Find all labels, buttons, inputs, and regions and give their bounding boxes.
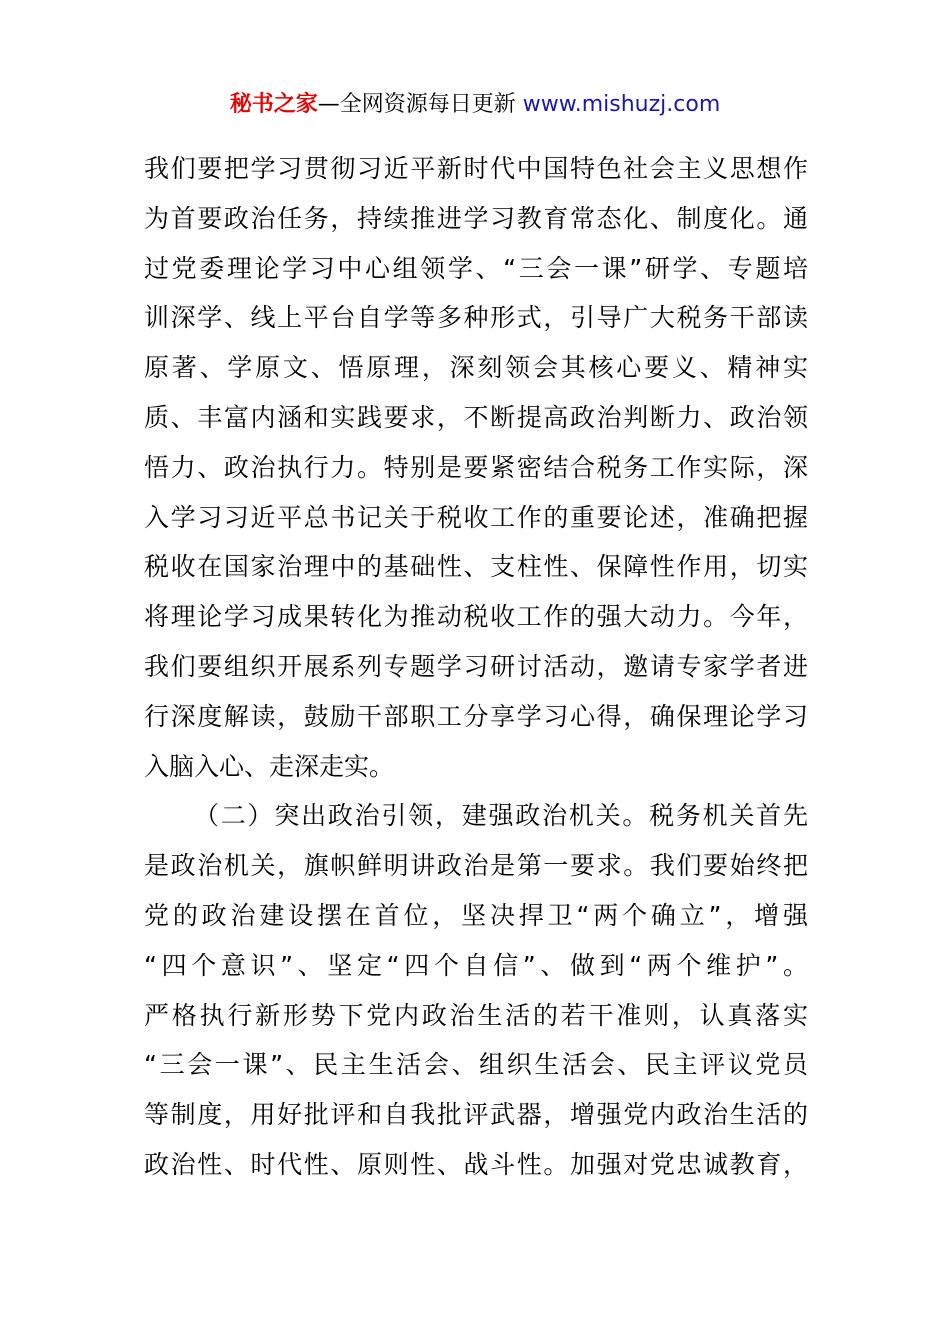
text-line: 严格执行新形势下党内政治生活的若干准则，认真落实: [144, 1000, 808, 1030]
site-header: [0, 88, 950, 122]
text-line: 税收在国家治理中的基础性、支柱性、保障性作用，切实: [144, 552, 808, 582]
text-line: 悟力、政治执行力。特别是要紧密结合税务工作实际，深: [144, 452, 808, 482]
text-line: 我们要把学习贯彻习近平新时代中国特色社会主义思想作: [144, 154, 808, 183]
text-line: “四个意识”、坚定“四个自信”、做到“两个维护”。: [144, 950, 808, 980]
site-tagline: —全网资源每日更新: [317, 92, 516, 117]
text-line: 训深学、线上平台自学等多种形式，引导广大税务干部读: [144, 303, 808, 333]
text-line: 过党委理论学习中心组领学、“三会一课”研学、专题培: [144, 253, 808, 283]
text-line: 党的政治建设摆在首位，坚决捍卫“两个确立”，增强: [144, 900, 808, 930]
text-line: 等制度，用好批评和自我批评武器，增强党内政治生活的: [144, 1100, 808, 1130]
text-line: 质、丰富内涵和实践要求，不断提高政治判断力、政治领: [144, 402, 808, 432]
text-line: 入脑入心、走深走实。: [144, 751, 395, 781]
text-line: 将理论学习成果转化为推动税收工作的强大动力。今年，: [144, 602, 808, 632]
site-brand: 秘书之家: [229, 92, 318, 117]
text-line: 原著、学原文、悟原理，深刻领会其核心要义、精神实: [144, 353, 808, 383]
text-line: 政治性、时代性、原则性、战斗性。加强对党忠诚教育，: [144, 1149, 808, 1179]
text-line: 我们要组织开展系列专题学习研讨活动，邀请专家学者进: [144, 651, 808, 681]
site-url-link[interactable]: www.mishuzj.com: [522, 92, 721, 117]
section-heading-line: （二）突出政治引领，建强政治机关。税务机关首先: [194, 801, 808, 831]
text-line: 是政治机关，旗帜鲜明讲政治是第一要求。我们要始终把: [144, 851, 808, 881]
text-line: “三会一课”、民主生活会、组织生活会、民主评议党员: [144, 1050, 808, 1080]
text-line: 为首要政治任务，持续推进学习教育常态化、制度化。通: [144, 203, 808, 233]
text-line: 行深度解读，鼓励干部职工分享学习心得，确保理论学习: [144, 701, 808, 731]
document-body: [144, 144, 808, 1190]
text-line: 入学习习近平总书记关于税收工作的重要论述，准确把握: [144, 502, 808, 532]
